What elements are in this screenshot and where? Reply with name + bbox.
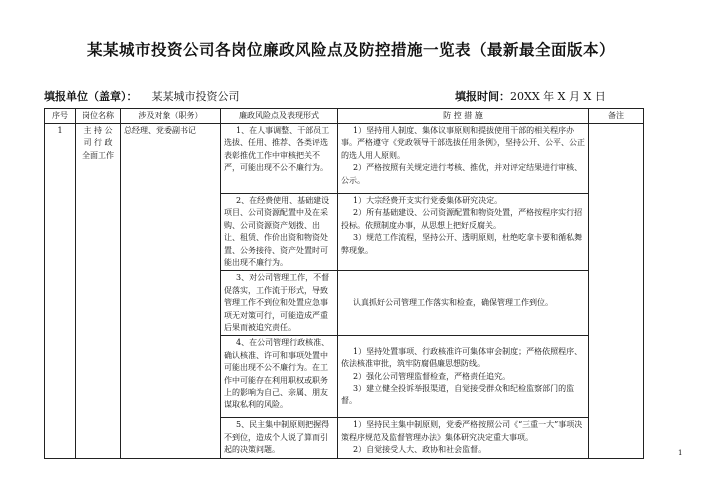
table-header-row: [45, 109, 644, 124]
cell-measures: [338, 336, 589, 418]
cell-measures: [338, 124, 589, 194]
cell-risk: [221, 418, 338, 458]
measure-text: 认真抓好公司管理工作落实和检查，确保管理工作到位。: [353, 298, 553, 308]
risk-text: 4、在公司管理行政核准、确认核准、许可和事项处置中可能出现不公不廉行为。在工作中可能存在利用职权或职务上的影响为自己、亲属、朋友谋取私利的风险。: [224, 338, 330, 410]
cell-object: 总经理、党委副书记: [121, 124, 221, 459]
measure-text: 2）自觉接受人大、政协和社会监督。: [353, 445, 487, 455]
fill-time-value: 20XX 年 X 月 X 日: [510, 90, 606, 103]
cell-measures: [338, 418, 589, 458]
cell-remark: [589, 124, 644, 459]
measure-text: 2）所有基础建设、公司资源配置和物资处置，严格按程序实行招投标。依照制度办事，从思想上把好反腐关。: [341, 208, 583, 230]
document-title: 某某城市投资公司各岗位廉政风险点及防控措施一览表（最新最全面版本）: [86, 41, 615, 59]
measure-text: 2）强化公司管理监督检查，严格责任追究。: [353, 371, 511, 381]
fill-unit-value: 某某城市投资公司: [151, 90, 240, 103]
table-row: [45, 124, 644, 194]
measure-text: 3）规范工作流程，坚持公开、透明原则，杜绝吃拿卡要和循私舞弊现象。: [341, 233, 583, 255]
measure-text: 1）大宗经费开支实行党委集体研究决定。: [353, 196, 503, 205]
cell-risk: [221, 124, 338, 194]
header-position: 岗位名称: [76, 109, 121, 124]
risk-text: 3、对公司管理工作，不督促落实，工作流于形式，导致管理工作不到位和处置应急事项无对策可行，可能造成严重后果而被追究责任。: [224, 273, 330, 332]
cell-position: 主 持 公 司 行 政 全面工作: [76, 124, 121, 459]
measure-text: 3）建立健全投诉举报渠道，自觉接受群众和纪检监察部门的监督。: [341, 384, 575, 406]
cell-risk: [221, 271, 338, 336]
cell-measures: [338, 271, 589, 336]
header-measures: 防 控 措 施: [338, 109, 589, 124]
risk-text: 1、在人事调整、干部员工选拔、任用、推荐、各类评选表彰推优工作中审核把关不严，可能出现不公不廉行为。: [224, 126, 330, 173]
cell-measures: [338, 194, 589, 271]
header-risk: 廉政风险点及表现形式: [221, 109, 338, 124]
risk-table: [44, 108, 644, 459]
measure-text: 1）坚持用人制度、集体议事原则和提拔使用干部的相关程序办事。严格遵守《党政领导干部选拔任用条例》，坚持公开、公平、公正的选人用人原则。: [341, 126, 585, 160]
page-number: 1: [678, 449, 683, 457]
cell-risk: [221, 336, 338, 418]
header-remark: 备注: [589, 109, 644, 124]
cell-no: 1: [45, 124, 76, 459]
fill-time-label: 填报时间：: [455, 90, 510, 103]
measure-text: 2）严格按照有关规定进行考核、推优，并对评定结果进行审核、公示。: [341, 163, 583, 185]
header-object: 涉及对象（职务）: [121, 109, 221, 124]
fill-unit-label: 填报单位（盖章）：: [44, 90, 138, 103]
fill-time: [455, 88, 606, 104]
fill-unit: [44, 88, 240, 104]
header-no: 序号: [45, 109, 76, 124]
measure-text: 1）坚持民主集中制原则，党委严格按照公司《“三重一大”事项决策程序规范及监督管理办法》集体研究决定重大事项。: [341, 420, 583, 442]
cell-risk: [221, 194, 338, 271]
measure-text: 1）坚持处置事项、行政核准许可集体审会制度；严格依照程序、依法核准审批，筑牢防腐倡廉思想防线。: [341, 346, 583, 369]
risk-text: 5、民主集中制原则把握得不到位，造成个人说了算而引起的决策问题。: [224, 420, 330, 455]
risk-text: 2、在经费使用、基础建设项目、公司资源配置中及在采购、公司资源资产划拨、出让、租赁、作价出资和物资处置、公务接待、资产处置时可能出现不廉行为。: [224, 196, 330, 267]
